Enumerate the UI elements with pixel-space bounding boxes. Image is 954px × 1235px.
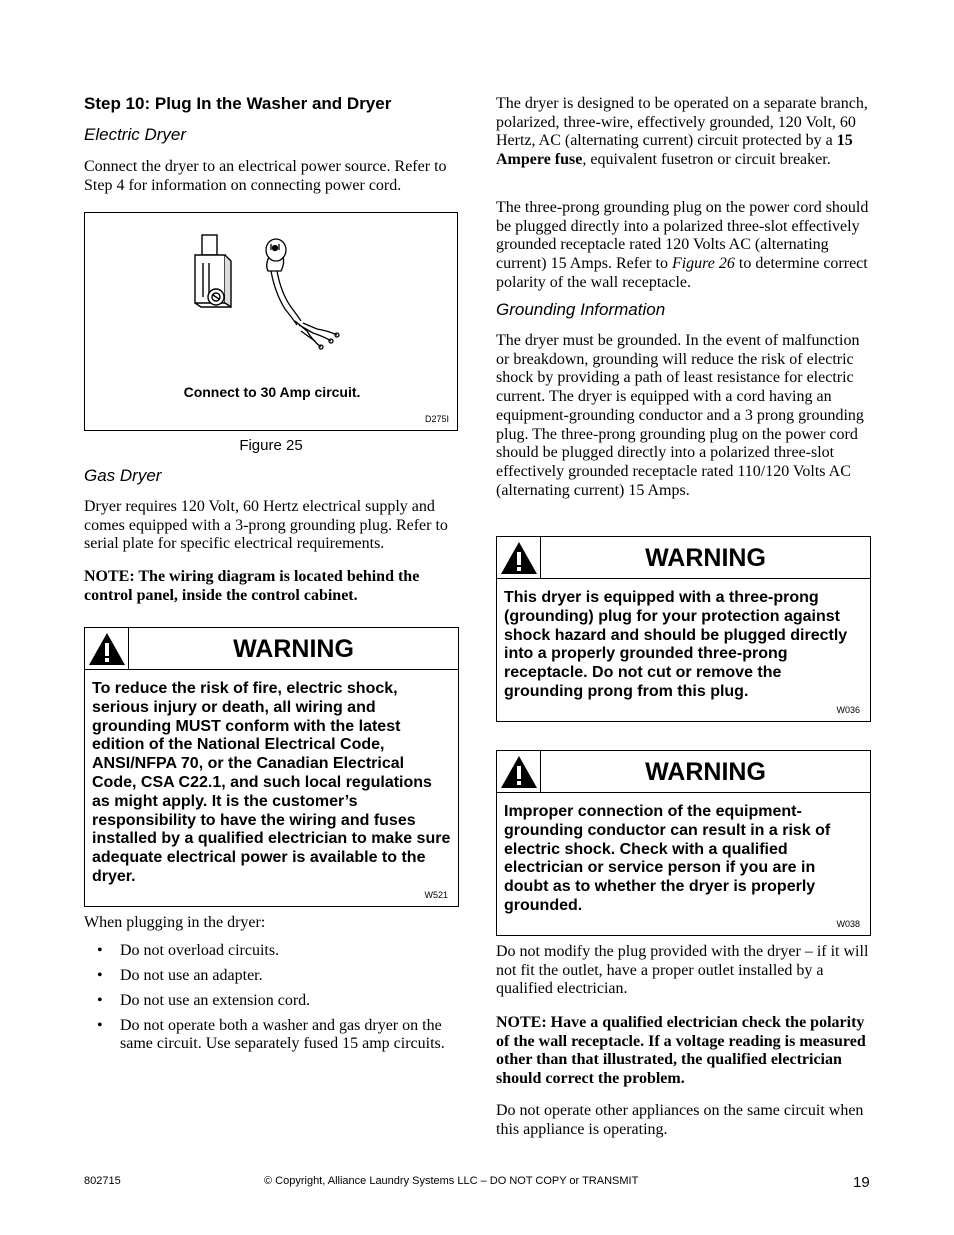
electric-dryer-heading: Electric Dryer [84, 125, 187, 144]
list-item: • Do not operate both a washer and gas dryer on the same circuit. Use separately fused 15 amp circuits. [84, 1017, 458, 1053]
step-heading: Step 10: Plug In the Washer and Dryer [84, 94, 392, 113]
warning-code: W036 [836, 705, 860, 715]
list-item: • Do not use an extension cord. [84, 992, 458, 1010]
polarity-note: NOTE: Have a qualified electrician check the polarity of the wall receptacle. If a voltage reading is measured other than that illustrated, the qualified electrician should correct the problem. [496, 1014, 866, 1088]
warning-header [497, 751, 870, 793]
warning-triangle-icon [497, 751, 541, 792]
fuse-rating: 15 Ampere fuse [496, 132, 853, 169]
list-item: • Do not use an adapter. [84, 967, 458, 985]
paragraph-circuit [496, 95, 871, 170]
paragraph-circuit-text-end: , equivalent fusetron or circuit breaker. [582, 151, 831, 169]
figure-label: Figure 25 [239, 437, 303, 454]
page-number: 19 [853, 1174, 870, 1191]
warning-code: W521 [424, 890, 448, 900]
list-item: • Do not overload circuits. [84, 942, 458, 960]
figure-25-box [84, 212, 458, 431]
warning-body: This dryer is equipped with a three-prong (grounding) plug for your protection against shock hazard and should be plugged directly into a properly grounded three-prong receptacle. Do not cut or remove the grounding prong from this plug. [504, 589, 848, 700]
warning-triangle-icon [85, 628, 129, 669]
grounding-heading: Grounding Information [496, 300, 666, 319]
paragraph-plug-text-end: to determine correct polarity of the wall receptacle. [496, 255, 868, 291]
warning-body: To reduce the risk of fire, electric shock, serious injury or death, all wiring and grounding MUST conform with the latest edition of the National Electrical Code, ANSI/NFPA 70, or the Canadian Electrical Code, CSA C22.1, and such local regulations as might apply. It is the customer’s responsibility to have the wiring and fuses installed by a qualified electrician to make sure adequate electrical power is available to the dryer. [92, 680, 451, 885]
warning-header [85, 628, 458, 670]
warning-body: Improper connection of the equipment-grounding conductor can result in a risk of electric shock. Check with a qualified electrician or service person if you are in doubt as to whether the dryer is properly grounded. [504, 803, 831, 914]
electric-dryer-section [84, 125, 458, 145]
other-appliances-text: Do not operate other appliances on the same circuit when this appliance is operating. [496, 1102, 864, 1138]
paragraph-circuit-text: The dryer is designed to be operated on a separate branch, polarized, three-wire, effectively grounded, 120 Volt, 60 Hertz, AC (alternating current) circuit protected by a [496, 95, 868, 150]
warning-triangle-icon [497, 537, 541, 578]
plugging-list [84, 942, 458, 1053]
wiring-note: NOTE: The wiring diagram is located behind the control panel, inside the control cabinet. [84, 568, 420, 604]
gas-dryer-text: Dryer requires 120 Volt, 60 Hertz electrical supply and comes equipped with a 3-prong grounding plug. Refer to serial plate for specific electrical requirements. [84, 498, 448, 553]
warning-box-w038 [496, 750, 871, 936]
footer-doc-number: 802715 [84, 1175, 121, 1187]
figure-code: D275I [424, 414, 449, 424]
figure-inner-caption: Connect to 30 Amp circuit. [183, 384, 361, 400]
electric-dryer-text: Connect the dryer to an electrical power source. Refer to Step 4 for information on connecting power cord. [84, 158, 447, 194]
paragraph-plug-text: The three-prong grounding plug on the power cord should be plugged directly into a polarized three-slot effectively grounded receptacle rated 120 Volts AC (alternating current) 15 Amps. Refer to [496, 199, 869, 273]
gas-dryer-heading: Gas Dryer [84, 466, 162, 485]
plugging-intro: When plugging in the dryer: [84, 914, 266, 931]
warning-title: WARNING [645, 544, 766, 572]
dryer-plug-icon [85, 213, 459, 383]
warning-box-w036 [496, 536, 871, 722]
paragraph-plug [496, 199, 871, 293]
warning-title: WARNING [645, 758, 766, 786]
modify-plug-text: Do not modify the plug provided with the dryer – if it will not fit the outlet, have a proper outlet installed by a qualified electrician. [496, 943, 869, 998]
warning-title: WARNING [233, 635, 354, 663]
footer-copyright: © Copyright, Alliance Laundry Systems LLC – DO NOT COPY or TRANSMIT [264, 1175, 639, 1187]
figure-26-reference: Figure 26 [671, 255, 735, 273]
left-column [84, 94, 458, 114]
warning-code: W038 [836, 919, 860, 929]
grounding-text: The dryer must be grounded. In the event of malfunction or breakdown, grounding will reduce the risk of electric shock by providing a path of least resistance for electric current. The dryer is equipped with a cord having an equipment-grounding conductor and a 3 prong grounding plug. The three-prong grounding plug on the power cord should be plugged directly into a polarized three-slot effectively grounded receptacle rated 110/120 Volts AC (alternating current) 15 Amps. [496, 332, 864, 499]
warning-box-w521 [84, 627, 459, 907]
warning-header [497, 537, 870, 579]
